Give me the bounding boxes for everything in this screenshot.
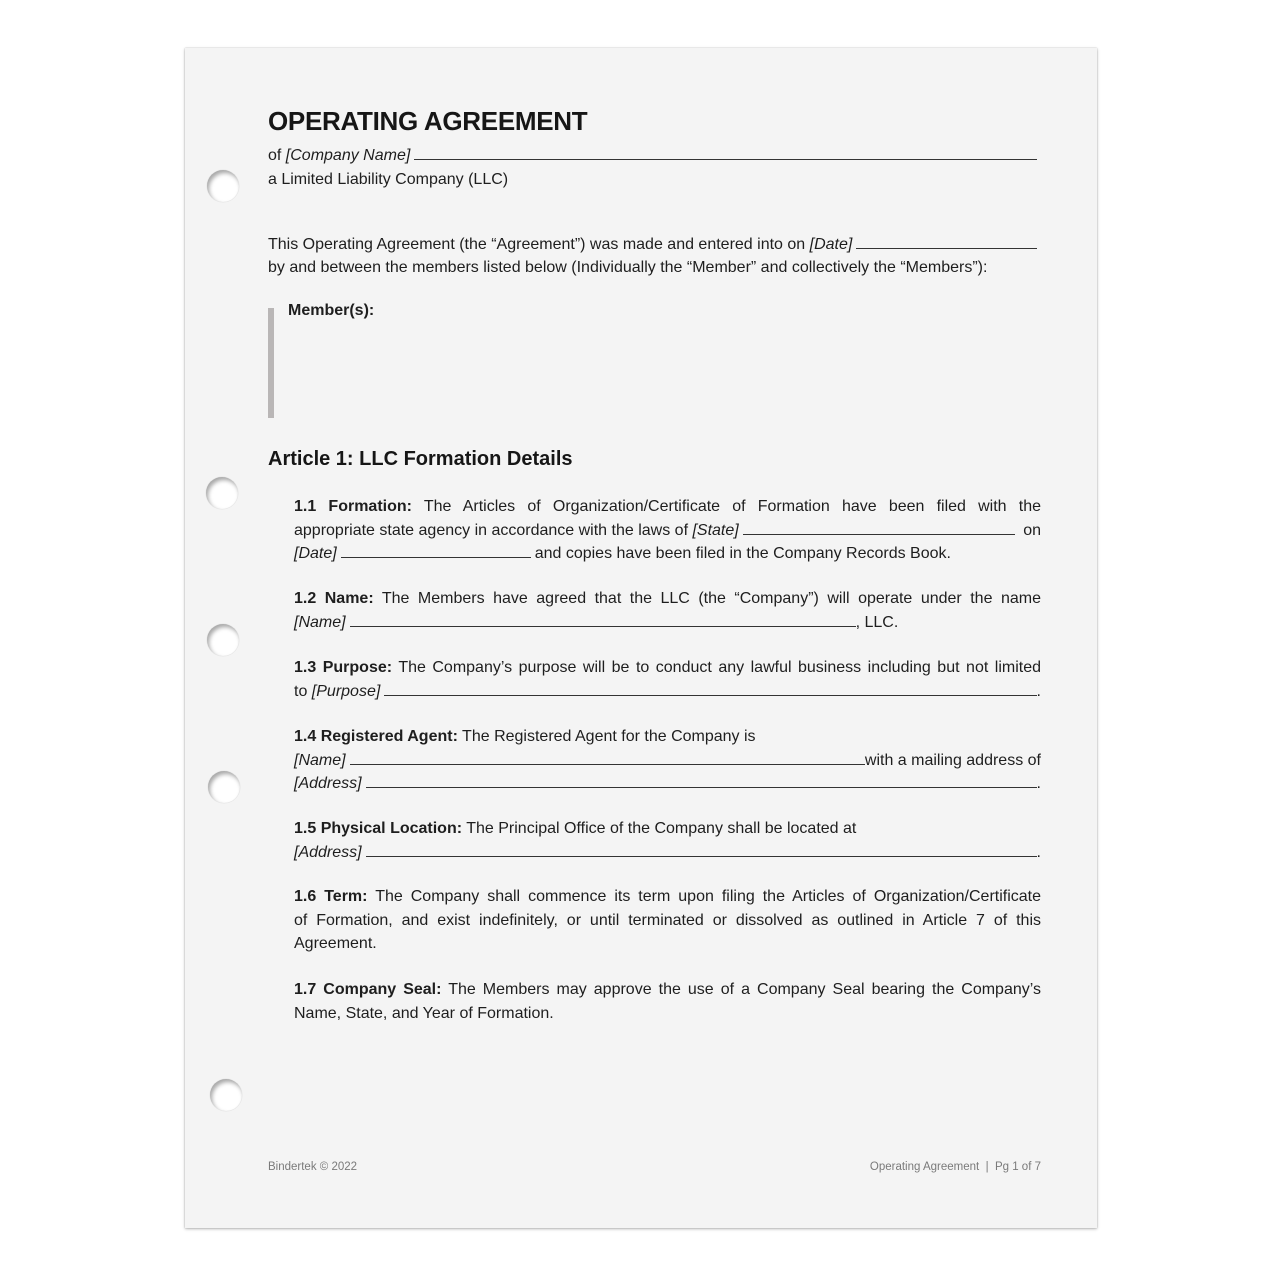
members-bar	[268, 308, 274, 418]
intro-date-blank[interactable]	[856, 234, 1037, 249]
company-name-placeholder: [Company Name]	[285, 147, 411, 164]
binder-hole	[207, 624, 239, 656]
section-1-5: 1.5 Physical Location: The Principal Office of the Company shall be located at [Address] .	[294, 817, 1041, 864]
footer-copyright: Bindertek © 2022	[268, 1161, 358, 1173]
section-1-4: 1.4 Registered Agent: The Registered Agent for the Company is [Name] with a mailing address of [Address] .	[294, 725, 1041, 796]
state-blank[interactable]	[743, 520, 1015, 535]
office-address-blank[interactable]	[366, 842, 1037, 857]
section-1-6: 1.6 Term: The Company shall commence its term upon filing the Articles of Organization/Certificate of Formation, and exist indefinitely, or until terminated or dissolved as outlined in Article 7 of this Agreement.	[294, 888, 1042, 952]
section-1-7: 1.7 Company Seal: The Members may approve the use of a Company Seal bearing the Company’s Name, State, and Year of Formation.	[294, 981, 1042, 1022]
office-address-placeholder: [Address]	[294, 843, 362, 861]
document-title: OPERATING AGREEMENT	[268, 106, 588, 136]
footer-page-info: Operating Agreement | Pg 1 of 7	[869, 1161, 1041, 1173]
name-placeholder: [Name]	[294, 613, 346, 631]
binder-hole	[206, 477, 238, 509]
intro-date-placeholder: [Date]	[809, 236, 853, 253]
intro-line-1: This Operating Agreement (the “Agreement”) was made and entered into on [Date]	[268, 233, 1041, 257]
agent-name-blank[interactable]	[350, 750, 865, 765]
purpose-placeholder: [Purpose]	[311, 682, 381, 700]
binder-hole	[208, 771, 240, 803]
article-heading: Article 1: LLC Formation Details	[268, 448, 573, 470]
formation-date-blank[interactable]	[341, 543, 531, 558]
section-1-2: 1.2 Name: The Members have agreed that the LLC (the “Company”) will operate under the name [Name] , LLC.	[294, 587, 1041, 634]
members-label: Member(s):	[288, 302, 375, 319]
section-1-1: 1.1 Formation: The Articles of Organization/Certificate of Formation have been filed with the appropriate state agency in accordance with the laws of [State] on [Date] and copies have been filed in the Company Records Book.	[294, 495, 1041, 566]
company-llc-name-blank[interactable]	[350, 612, 856, 627]
agent-address-blank[interactable]	[366, 773, 1037, 788]
binder-hole	[210, 1079, 242, 1111]
intro-line-2: by and between the members listed below (Individually the “Member” and collectively the “Members”):	[268, 259, 988, 276]
purpose-blank[interactable]	[384, 681, 1036, 696]
binder-hole	[207, 170, 239, 202]
date-placeholder: [Date]	[294, 545, 337, 562]
state-placeholder: [State]	[692, 521, 739, 539]
company-name-line: of [Company Name]	[268, 144, 1041, 168]
llc-line: a Limited Liability Company (LLC)	[268, 171, 509, 188]
agent-address-placeholder: [Address]	[294, 775, 362, 792]
company-name-blank[interactable]	[414, 145, 1037, 160]
section-1-3: 1.3 Purpose: The Company’s purpose will be to conduct any lawful business including but not limited to [Purpose] .	[294, 656, 1041, 703]
agent-name-placeholder: [Name]	[294, 751, 346, 769]
document-page	[185, 48, 1097, 1228]
